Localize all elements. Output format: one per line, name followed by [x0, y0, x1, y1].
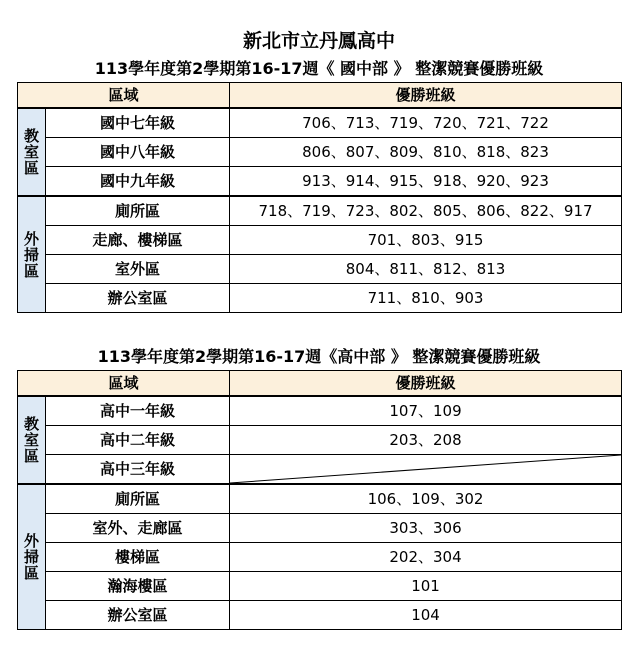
area-cell: 國中九年級 [46, 167, 230, 197]
winners-header: 優勝班級 [230, 83, 622, 109]
area-cell: 走廊、樓梯區 [46, 226, 230, 255]
winners-cell: 202、304 [230, 543, 622, 572]
area-cell: 高中一年級 [46, 396, 230, 426]
winners-cell: 303、306 [230, 514, 622, 543]
table-row [18, 255, 622, 284]
table-row [18, 226, 622, 255]
table-header-row [18, 371, 622, 397]
winners-cell: 203、208 [230, 426, 622, 455]
area-header: 區域 [18, 371, 230, 397]
area-cell: 室外、走廊區 [46, 514, 230, 543]
area-cell: 辦公室區 [46, 284, 230, 313]
area-cell: 瀚海樓區 [46, 572, 230, 601]
table-row [18, 514, 622, 543]
diagonal-slash-line [230, 455, 621, 483]
winners-cell: 711、810、903 [230, 284, 622, 313]
area-cell: 廁所區 [46, 484, 230, 514]
table-row [18, 108, 622, 138]
table-row [18, 138, 622, 167]
outdoor-zone-label: 外 掃 區 [18, 196, 46, 313]
empty-winners-cell [230, 455, 622, 485]
table-row [18, 601, 622, 630]
table-row [18, 167, 622, 197]
winners-cell: 101 [230, 572, 622, 601]
winners-cell: 701、803、915 [230, 226, 622, 255]
winners-cell: 706、713、719、720、721、722 [230, 108, 622, 138]
table-row [18, 426, 622, 455]
table-row [18, 455, 622, 485]
junior-winners-table [17, 82, 622, 313]
senior-winners-table [17, 370, 622, 630]
winners-cell: 806、807、809、810、818、823 [230, 138, 622, 167]
area-cell: 室外區 [46, 255, 230, 284]
outdoor-zone-label: 外 掃 區 [18, 484, 46, 630]
table-row [18, 284, 622, 313]
senior-table-title: 113學年度第2學期第16-17週《高中部 》 整潔競賽優勝班級 [97, 347, 541, 366]
classroom-zone-label: 教 室 區 [18, 108, 46, 196]
winners-cell: 106、109、302 [230, 484, 622, 514]
area-cell: 國中七年級 [46, 108, 230, 138]
winners-cell: 107、109 [230, 396, 622, 426]
area-cell: 國中八年級 [46, 138, 230, 167]
winners-cell: 804、811、812、813 [230, 255, 622, 284]
table-row [18, 543, 622, 572]
table-row [18, 396, 622, 426]
junior-table-title: 113學年度第2學期第16-17週《 國中部 》 整潔競賽優勝班級 [94, 59, 544, 78]
table-row [18, 572, 622, 601]
table-row [18, 196, 622, 226]
winners-cell: 913、914、915、918、920、923 [230, 167, 622, 197]
area-header: 區域 [18, 83, 230, 109]
area-cell: 高中三年級 [46, 455, 230, 485]
winners-cell: 718、719、723、802、805、806、822、917 [230, 196, 622, 226]
area-cell: 辦公室區 [46, 601, 230, 630]
table-header-row [18, 83, 622, 109]
table-row [18, 484, 622, 514]
school-name: 新北市立丹鳳高中 [242, 30, 395, 52]
winners-header: 優勝班級 [230, 371, 622, 397]
classroom-zone-label: 教 室 區 [18, 396, 46, 484]
area-cell: 樓梯區 [46, 543, 230, 572]
winners-cell: 104 [230, 601, 622, 630]
area-cell: 廁所區 [46, 196, 230, 226]
area-cell: 高中二年級 [46, 426, 230, 455]
